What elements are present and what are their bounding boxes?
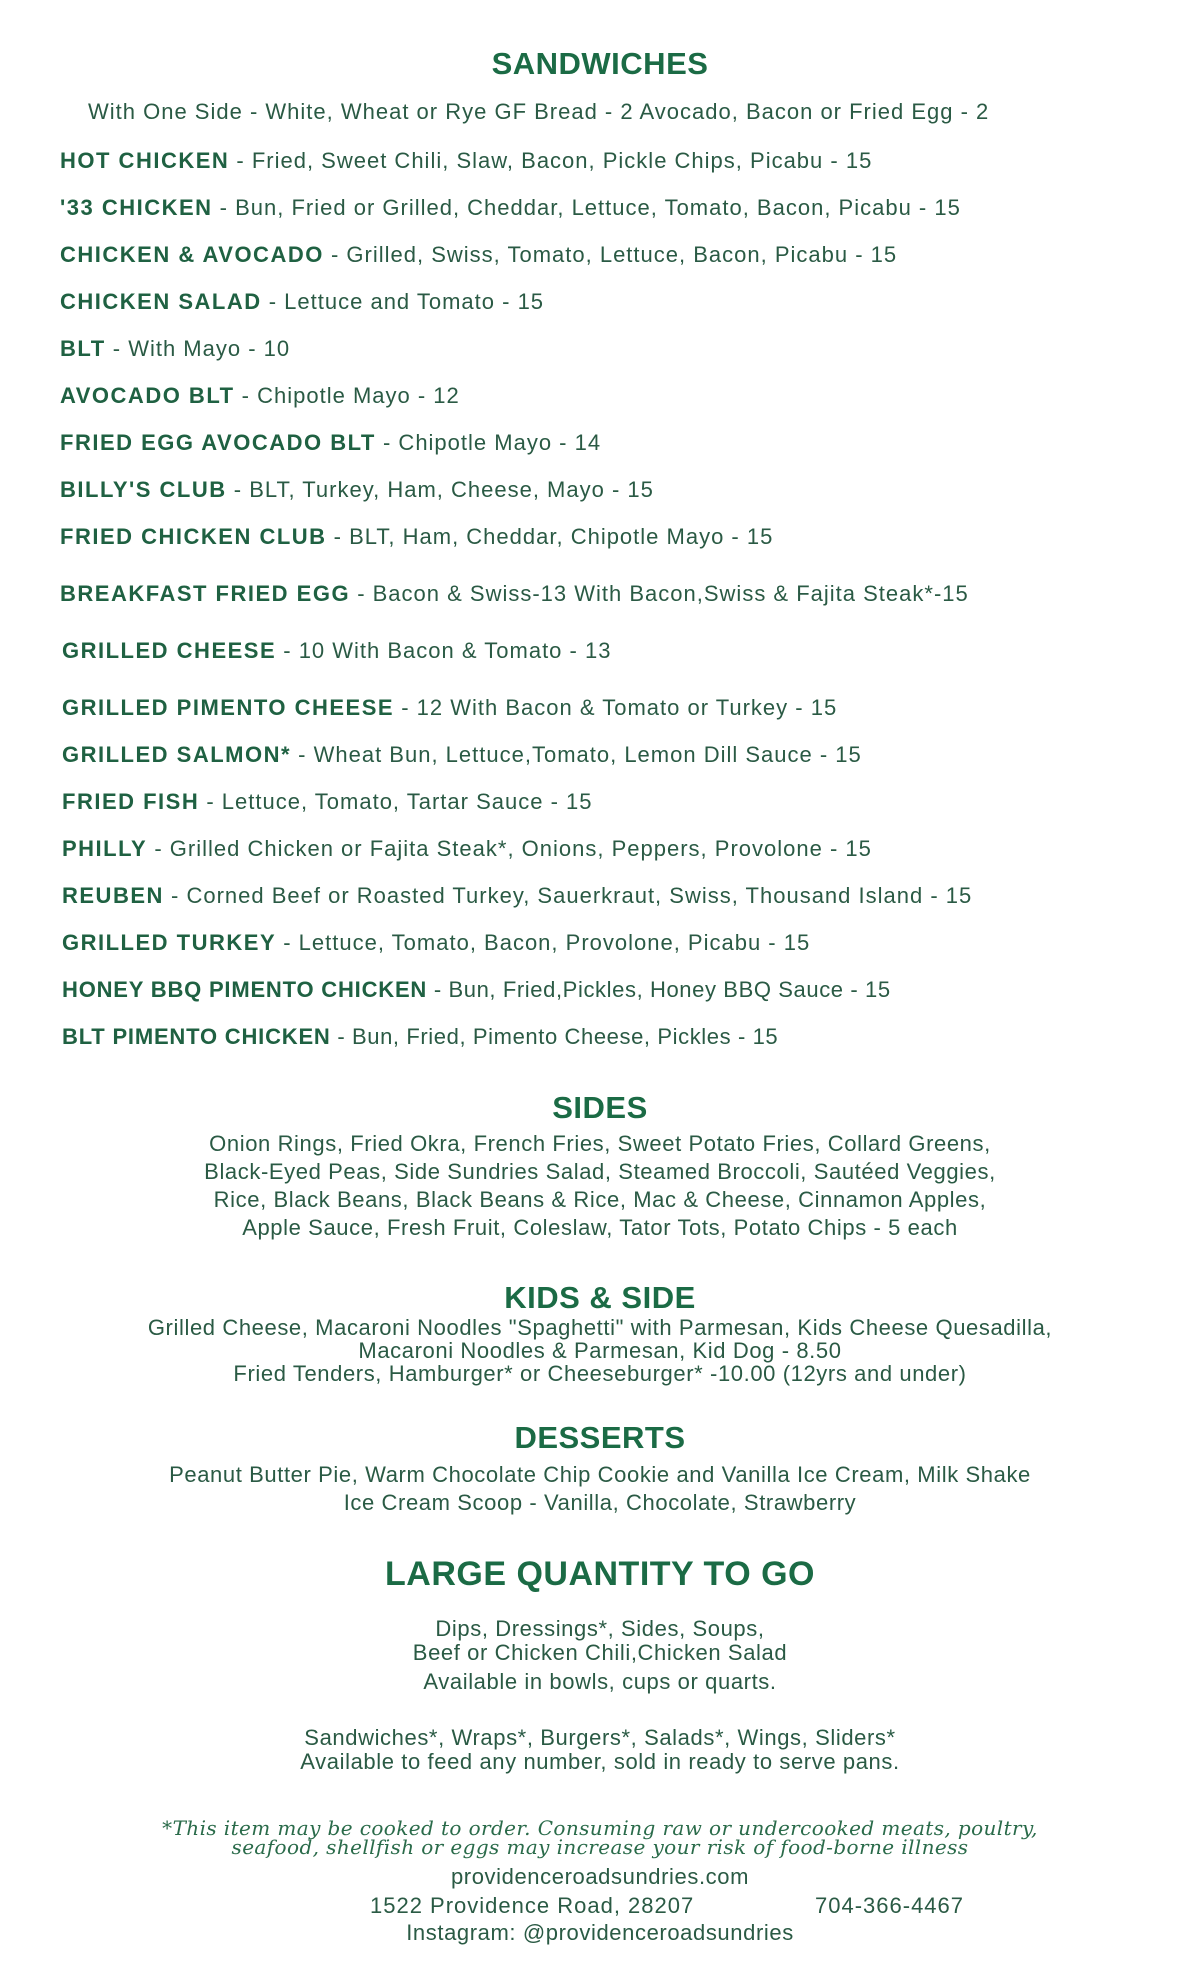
kids-line: Grilled Cheese, Macaroni Noodles "Spaghetti" with Parmesan, Kids Cheese Quesadilla, <box>147 1315 1053 1340</box>
address: 1522 Providence Road, 28207 <box>370 1893 695 1918</box>
large-quantity-line: Beef or Chicken Chili,Chicken Salad <box>412 1640 788 1665</box>
instagram-handle[interactable]: Instagram: @providenceroadsundries <box>406 1920 794 1945</box>
menu-item-desc: - Wheat Bun, Lettuce,Tomato, Lemon Dill Sauce - 15 <box>291 742 862 767</box>
menu-item-name: REUBEN <box>62 883 164 908</box>
menu-item-name: CHICKEN SALAD <box>60 289 262 314</box>
menu-item-name: CHICKEN & AVOCADO <box>60 242 324 267</box>
menu-item-name: GRILLED PIMENTO CHEESE <box>62 695 395 720</box>
menu-item-desc: - With Mayo - 10 <box>105 336 291 361</box>
menu-item <box>62 638 611 664</box>
menu-item-name: AVOCADO BLT <box>60 383 235 408</box>
menu-item <box>60 383 460 409</box>
large-quantity-line: Available to feed any number, sold in ready to serve pans. <box>300 1749 900 1774</box>
menu-item-name: BILLY'S CLUB <box>60 477 227 502</box>
menu-item <box>60 242 897 268</box>
menu-item-name: HOT CHICKEN <box>60 148 230 173</box>
menu-item <box>60 581 969 607</box>
sandwiches-heading: SANDWICHES <box>491 46 709 81</box>
large-quantity-line: Dips, Dressings*, Sides, Soups, <box>435 1616 765 1641</box>
sides-line: Apple Sauce, Fresh Fruit, Coleslaw, Tator Tots, Potato Chips - 5 each <box>242 1215 958 1240</box>
menu-item <box>60 195 961 221</box>
menu-item-desc: - Lettuce and Tomato - 15 <box>261 289 545 314</box>
menu-item-name: FRIED CHICKEN CLUB <box>60 524 327 549</box>
menu-item <box>62 1024 778 1050</box>
menu-item-name: '33 CHICKEN <box>60 195 213 220</box>
menu-item <box>62 977 891 1003</box>
menu-item-name: BLT PIMENTO CHICKEN <box>62 1024 331 1049</box>
menu-item-desc: - Bun, Fried, Pimento Cheese, Pickles - 15 <box>330 1024 779 1049</box>
menu-item <box>60 289 544 315</box>
large-quantity-heading: LARGE QUANTITY TO GO <box>385 1555 815 1593</box>
sides-heading: SIDES <box>552 1090 648 1125</box>
menu-item <box>60 148 872 174</box>
sides-line: Rice, Black Beans, Black Beans & Rice, Mac & Cheese, Cinnamon Apples, <box>213 1187 987 1212</box>
menu-item <box>62 836 872 862</box>
menu-item-desc: - Fried, Sweet Chili, Slaw, Bacon, Pickle Chips, Picabu - 15 <box>229 148 873 173</box>
large-quantity-line: Sandwiches*, Wraps*, Burgers*, Salads*, Wings, Sliders* <box>304 1725 896 1750</box>
menu-item-desc: - BLT, Turkey, Ham, Cheese, Mayo - 15 <box>226 477 654 502</box>
food-safety-disclaimer: *This item may be cooked to order. Consuming raw or undercooked meats, poultry, <box>162 1816 1038 1840</box>
menu-item-name: BLT <box>60 336 106 361</box>
menu-item-name: GRILLED SALMON* <box>62 742 292 767</box>
desserts-line: Ice Cream Scoop - Vanilla, Chocolate, Strawberry <box>343 1490 857 1515</box>
phone-number[interactable]: 704-366-4467 <box>815 1893 965 1918</box>
menu-item <box>62 742 862 768</box>
menu-item-name: BREAKFAST FRIED EGG <box>60 581 351 606</box>
menu-item-desc: - Chipotle Mayo - 14 <box>375 430 602 455</box>
sandwich-options: With One Side - White, Wheat or Rye GF Bread - 2 Avocado, Bacon or Fried Egg - 2 <box>88 99 990 124</box>
menu-item <box>62 695 837 721</box>
menu-item-desc: - Lettuce, Tomato, Tartar Sauce - 15 <box>199 789 593 814</box>
menu-item-desc: - Bun, Fried,Pickles, Honey BBQ Sauce - 15 <box>427 977 891 1002</box>
website-link[interactable]: providenceroadsundries.com <box>450 1864 750 1889</box>
large-quantity-line: Available in bowls, cups or quarts. <box>423 1669 777 1694</box>
menu-item <box>60 336 290 362</box>
menu-item-name: GRILLED CHEESE <box>62 638 277 663</box>
menu-item-desc: - Bun, Fried or Grilled, Cheddar, Lettuce, Tomato, Bacon, Picabu - 15 <box>212 195 961 220</box>
menu-item-desc: - BLT, Ham, Cheddar, Chipotle Mayo - 15 <box>326 524 774 549</box>
desserts-heading: DESSERTS <box>514 1420 686 1455</box>
menu-item-desc: - Corned Beef or Roasted Turkey, Sauerkraut, Swiss, Thousand Island - 15 <box>163 883 973 908</box>
menu-item <box>62 789 593 815</box>
menu-item <box>62 883 972 909</box>
desserts-line: Peanut Butter Pie, Warm Chocolate Chip Cookie and Vanilla Ice Cream, Milk Shake <box>169 1462 1031 1487</box>
menu-item-desc: - 10 With Bacon & Tomato - 13 <box>276 638 612 663</box>
menu-item-name: FRIED FISH <box>62 789 200 814</box>
menu-item-desc: - Lettuce, Tomato, Bacon, Provolone, Picabu - 15 <box>276 930 811 955</box>
sides-line: Onion Rings, Fried Okra, French Fries, Sweet Potato Fries, Collard Greens, <box>209 1131 991 1156</box>
menu-item <box>60 477 654 503</box>
food-safety-disclaimer: seafood, shellfish or eggs may increase your risk of food-borne illness <box>231 1835 969 1859</box>
menu-item-name: PHILLY <box>62 836 148 861</box>
menu-item-desc: - Bacon & Swiss-13 With Bacon,Swiss & Fajita Steak*-15 <box>350 581 969 606</box>
menu-item <box>60 430 601 456</box>
sides-line: Black-Eyed Peas, Side Sundries Salad, Steamed Broccoli, Sautéed Veggies, <box>204 1159 996 1184</box>
menu-item <box>62 930 810 956</box>
menu-item-name: FRIED EGG AVOCADO BLT <box>60 430 376 455</box>
menu-item-desc: - Chipotle Mayo - 12 <box>234 383 460 408</box>
menu-item-desc: - 12 With Bacon & Tomato or Turkey - 15 <box>394 695 838 720</box>
menu-item-desc: - Grilled Chicken or Fajita Steak*, Onions, Peppers, Provolone - 15 <box>147 836 872 861</box>
menu-item-name: HONEY BBQ PIMENTO CHICKEN <box>62 977 428 1002</box>
menu-item-name: GRILLED TURKEY <box>62 930 277 955</box>
kids-heading: KIDS & SIDE <box>504 1280 696 1315</box>
menu-item-desc: - Grilled, Swiss, Tomato, Lettuce, Bacon, Picabu - 15 <box>323 242 898 267</box>
kids-line: Macaroni Noodles & Parmesan, Kid Dog - 8.50 <box>358 1338 842 1363</box>
menu-item <box>60 524 773 550</box>
kids-line: Fried Tenders, Hamburger* or Cheeseburger* -10.00 (12yrs and under) <box>233 1361 967 1386</box>
